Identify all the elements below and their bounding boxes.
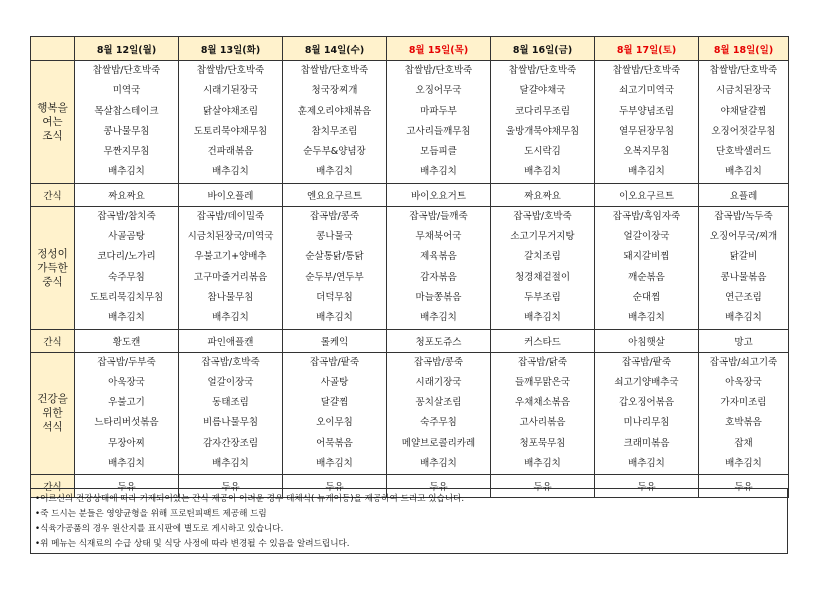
menu-item: 잡곡밥/팥죽: [309, 356, 360, 368]
menu-item: 달걀찜: [320, 397, 349, 409]
menu-item: 참치무조림: [311, 125, 358, 137]
snack-cell: 두유: [75, 475, 179, 498]
snack-cell: 요플레: [699, 183, 789, 206]
menu-item: 시금치된장국/미역국: [187, 231, 274, 243]
meal-row: [31, 206, 789, 329]
menu-item: 도시락김: [524, 146, 561, 158]
menu-item: 배추김치: [316, 166, 353, 178]
menu-cell: [491, 206, 595, 329]
menu-item: 동태조림: [212, 397, 249, 409]
menu-cell: [491, 61, 595, 184]
menu-item: 콩나물무침: [103, 125, 150, 137]
menu-item: 도토리묵김치무침: [89, 291, 164, 303]
snack-cell: 엔요요구르트: [283, 183, 387, 206]
menu-item: 메얄브로콜리카레: [401, 437, 476, 449]
menu-item: 배추김치: [628, 458, 665, 470]
meal-row: [31, 61, 789, 184]
menu-item: 찹쌀밥/단호박죽: [300, 65, 369, 76]
weekly-menu-table: [30, 36, 789, 498]
menu-item: 시금치된장국: [715, 85, 772, 97]
menu-item: 건파래볶음: [207, 146, 254, 158]
notes-box: [30, 488, 788, 554]
snack-cell: 두유: [283, 475, 387, 498]
snack-cell: 두유: [595, 475, 699, 498]
note-line: •식육가공품의 경우 원산지를 표시판에 별도로 게시하고 있습니다.: [35, 524, 284, 534]
menu-item: 시래기된장국: [202, 85, 259, 97]
menu-cell: [699, 352, 789, 475]
snack-cell: 짜요짜요: [75, 183, 179, 206]
menu-cell: [283, 61, 387, 184]
menu-item: 잡곡밥/참치죽: [97, 210, 156, 222]
menu-item: 잡곡밥/녹두죽: [714, 210, 773, 222]
snack-row: [31, 183, 789, 206]
menu-item: 꽁치살조림: [415, 397, 462, 409]
menu-item: 배추김치: [725, 166, 762, 178]
menu-item: 가자미조림: [720, 397, 767, 409]
menu-item: 콩나물볶음: [720, 271, 767, 283]
meal-label: 정성이 가득한 중식: [31, 206, 75, 329]
menu-item: 잡곡밥/콩죽: [413, 356, 464, 368]
menu-item: 잡채: [734, 437, 753, 449]
menu-item: 훈제오리야채볶음: [297, 105, 372, 117]
menu-item: 배추김치: [212, 458, 249, 470]
menu-item: 마늘쫑볶음: [415, 291, 462, 303]
menu-cell: [179, 61, 283, 184]
menu-item: 배추김치: [725, 312, 762, 324]
menu-item: 들깨무맑은국: [514, 376, 571, 388]
menu-item: 잡곡밥/호박죽: [201, 356, 260, 368]
snack-cell: 두유: [179, 475, 283, 498]
menu-item: 돼지갈비찜: [623, 251, 670, 263]
note-line: •어르신의 건강상태에 따라 기제되어있는 간식 제공이 어려운 경우 대체식( 뉴케어등)을 제공하여 드리고 있습니다.: [35, 494, 465, 504]
menu-item: 코다리무조림: [514, 105, 571, 117]
menu-item: 배추김치: [628, 312, 665, 324]
menu-cell: [699, 61, 789, 184]
menu-item: 잡곡밥/팥죽: [621, 356, 672, 368]
snack-cell: 롤케익: [283, 329, 387, 352]
menu-item: 배추김치: [108, 166, 145, 178]
menu-item: 갑오징어볶음: [618, 397, 675, 409]
menu-cell: [491, 352, 595, 475]
menu-item: 무장아찌: [108, 437, 145, 449]
menu-item: 코다리/노가리: [97, 251, 156, 263]
menu-item: 배추김치: [420, 312, 457, 324]
menu-item: 배추김치: [524, 166, 561, 178]
menu-item: 연근조림: [725, 291, 762, 303]
menu-item: 고구마줄거리볶음: [193, 271, 268, 283]
menu-item: 무채북어국: [415, 231, 462, 243]
menu-item: 닭갈비: [729, 251, 758, 263]
menu-cell: [387, 206, 491, 329]
menu-cell: [699, 206, 789, 329]
menu-item: 미나리무침: [623, 417, 670, 429]
menu-item: 찹쌀밥/단호박죽: [196, 65, 265, 76]
menu-item: 잡곡밥/데이밀죽: [196, 210, 265, 222]
snack-label: 간식: [31, 183, 75, 206]
menu-item: 배추김치: [316, 312, 353, 324]
menu-item: 청국장찌개: [311, 85, 358, 97]
corner-cell: [31, 37, 75, 61]
menu-item: 잡곡밥/쇠고기죽: [709, 356, 778, 368]
menu-item: 느타리버섯볶음: [94, 417, 159, 429]
menu-cell: [179, 206, 283, 329]
snack-cell: 망고: [699, 329, 789, 352]
menu-item: 배추김치: [108, 312, 145, 324]
menu-cell: [387, 352, 491, 475]
menu-item: 갈치조림: [524, 251, 561, 263]
menu-item: 두부양념조림: [618, 105, 675, 117]
menu-cell: [595, 61, 699, 184]
menu-item: 도토리묵야채무침: [193, 125, 268, 137]
menu-cell: [595, 206, 699, 329]
menu-item: 제육볶음: [420, 251, 457, 263]
menu-item: 무짠지무침: [103, 146, 150, 158]
menu-item: 잡곡밥/호박죽: [513, 210, 572, 222]
menu-cell: [283, 206, 387, 329]
menu-item: 아욱장국: [725, 376, 762, 388]
menu-item: 오징어무국: [415, 85, 462, 97]
menu-item: 우채채소볶음: [514, 397, 571, 409]
menu-item: 콩나물국: [316, 231, 353, 243]
menu-item: 얼갈이장국: [623, 231, 670, 243]
menu-item: 순두부&양념장: [303, 146, 366, 158]
menu-item: 잡곡밥/들깨죽: [409, 210, 468, 222]
menu-item: 감자볶음: [420, 271, 457, 283]
snack-row: [31, 329, 789, 352]
snack-cell: 이오요구르트: [595, 183, 699, 206]
snack-cell: 아침햇살: [595, 329, 699, 352]
menu-item: 우불고기: [108, 397, 145, 409]
menu-item: 쇠고기양배추국: [614, 376, 679, 388]
menu-item: 감자간장조림: [202, 437, 259, 449]
menu-item: 잡곡밥/콩죽: [309, 210, 360, 222]
menu-cell: [179, 352, 283, 475]
menu-item: 마파두부: [420, 105, 457, 117]
snack-label: 간식: [31, 475, 75, 498]
menu-cell: [75, 61, 179, 184]
menu-item: 찹쌀밥/단호박죽: [508, 65, 577, 76]
snack-cell: 황도캔: [75, 329, 179, 352]
note-line: •위 메뉴는 식재료의 수급 상태 및 식당 사정에 따라 변경될 수 있음을 알려드립니다.: [35, 539, 350, 549]
menu-item: 배추김치: [524, 312, 561, 324]
menu-item: 미역국: [112, 85, 141, 97]
menu-item: 아욱장국: [108, 376, 145, 388]
menu-item: 찹쌀밥/단호박죽: [404, 65, 473, 76]
menu-item: 잡곡밥/두부죽: [97, 356, 156, 368]
menu-item: 고사리볶음: [519, 417, 566, 429]
menu-item: 호박볶음: [725, 417, 762, 429]
menu-item: 순두부/연두부: [305, 271, 364, 283]
menu-item: 열무된장무침: [618, 125, 675, 137]
menu-item: 시래기장국: [415, 376, 462, 388]
snack-cell: 두유: [699, 475, 789, 498]
snack-cell: 청포도쥬스: [387, 329, 491, 352]
menu-item: 쇠고기미역국: [618, 85, 675, 97]
menu-item: 소고기무거지탕: [510, 231, 575, 243]
menu-item: 잡곡밥/흑임자죽: [612, 210, 681, 222]
menu-item: 오복지무침: [623, 146, 670, 158]
menu-item: 두부조림: [524, 291, 561, 303]
menu-item: 단호박샐러드: [715, 146, 772, 158]
meal-label: 건강을 위한 석식: [31, 352, 75, 475]
menu-item: 야채달걀찜: [720, 105, 767, 117]
meal-row: [31, 352, 789, 475]
menu-item: 배추김치: [420, 166, 457, 178]
menu-item: 얼갈이장국: [207, 376, 254, 388]
snack-cell: 바이오플레: [179, 183, 283, 206]
snack-cell: 파인애플캔: [179, 329, 283, 352]
menu-item: 크래미볶음: [623, 437, 670, 449]
day-header-row: [31, 37, 789, 61]
menu-item: 찹쌀밥/단호박죽: [92, 65, 161, 76]
menu-item: 오이무침: [316, 417, 353, 429]
menu-item: 닭살야채조림: [202, 105, 259, 117]
menu-item: 배추김치: [725, 458, 762, 470]
menu-item: 잡곡밥/닭죽: [517, 356, 568, 368]
menu-cell: [283, 352, 387, 475]
menu-item: 배추김치: [212, 312, 249, 324]
menu-item: 청포묵무침: [519, 437, 566, 449]
menu-item: 배추김치: [628, 166, 665, 178]
menu-item: 달걀야채국: [519, 85, 566, 97]
menu-item: 배추김치: [108, 458, 145, 470]
day-header: 8월 15일(목): [387, 37, 491, 61]
snack-cell: 두유: [387, 475, 491, 498]
menu-item: 배추김치: [524, 458, 561, 470]
menu-item: 배추김치: [420, 458, 457, 470]
menu-cell: [387, 61, 491, 184]
menu-item: 배추김치: [212, 166, 249, 178]
day-header: 8월 16일(금): [491, 37, 595, 61]
menu-item: 오징어무국/찌개: [709, 231, 778, 243]
menu-item: 고사리들깨무침: [406, 125, 471, 137]
menu-item: 우불고기+양배추: [194, 251, 267, 263]
menu-item: 숙주무침: [108, 271, 145, 283]
day-header: 8월 17일(토): [595, 37, 699, 61]
day-header: 8월 12일(월): [75, 37, 179, 61]
menu-item: 목살찹스테이크: [94, 105, 159, 117]
snack-label: 간식: [31, 329, 75, 352]
menu-item: 모듬피클: [420, 146, 457, 158]
menu-item: 어묵볶음: [316, 437, 353, 449]
menu-item: 찹쌀밥/단호박죽: [612, 65, 681, 76]
snack-cell: 커스타드: [491, 329, 595, 352]
menu-item: 비름나물무침: [202, 417, 259, 429]
menu-item: 찹쌀밥/단호박죽: [709, 65, 778, 76]
menu-item: 참나물무침: [207, 291, 254, 303]
menu-item: 사골탕: [320, 376, 349, 388]
menu-cell: [595, 352, 699, 475]
menu-item: 청경채겉절이: [514, 271, 571, 283]
menu-item: 더덕무침: [316, 291, 353, 303]
snack-cell: 짜요짜요: [491, 183, 595, 206]
menu-item: 울방개묵야채무침: [505, 125, 580, 137]
menu-cell: [75, 352, 179, 475]
day-header: 8월 14일(수): [283, 37, 387, 61]
note-line: •죽 드시는 분들은 영양균형을 위해 프로틴피팩트 제공해 드림: [35, 509, 267, 519]
meal-label: 행복을 여는 조식: [31, 61, 75, 184]
menu-item: 배추김치: [316, 458, 353, 470]
day-header: 8월 13일(화): [179, 37, 283, 61]
menu-item: 오징어젓갈무침: [711, 125, 776, 137]
day-header: 8월 18일(일): [699, 37, 789, 61]
menu-item: 순살통닭/통닭: [305, 251, 364, 263]
snack-cell: 바이오요거트: [387, 183, 491, 206]
menu-item: 숙주무침: [420, 417, 457, 429]
snack-cell: 두유: [491, 475, 595, 498]
menu-item: 사골곰탕: [108, 231, 145, 243]
menu-cell: [75, 206, 179, 329]
menu-item: 깨순볶음: [628, 271, 665, 283]
menu-item: 순대찜: [632, 291, 661, 303]
